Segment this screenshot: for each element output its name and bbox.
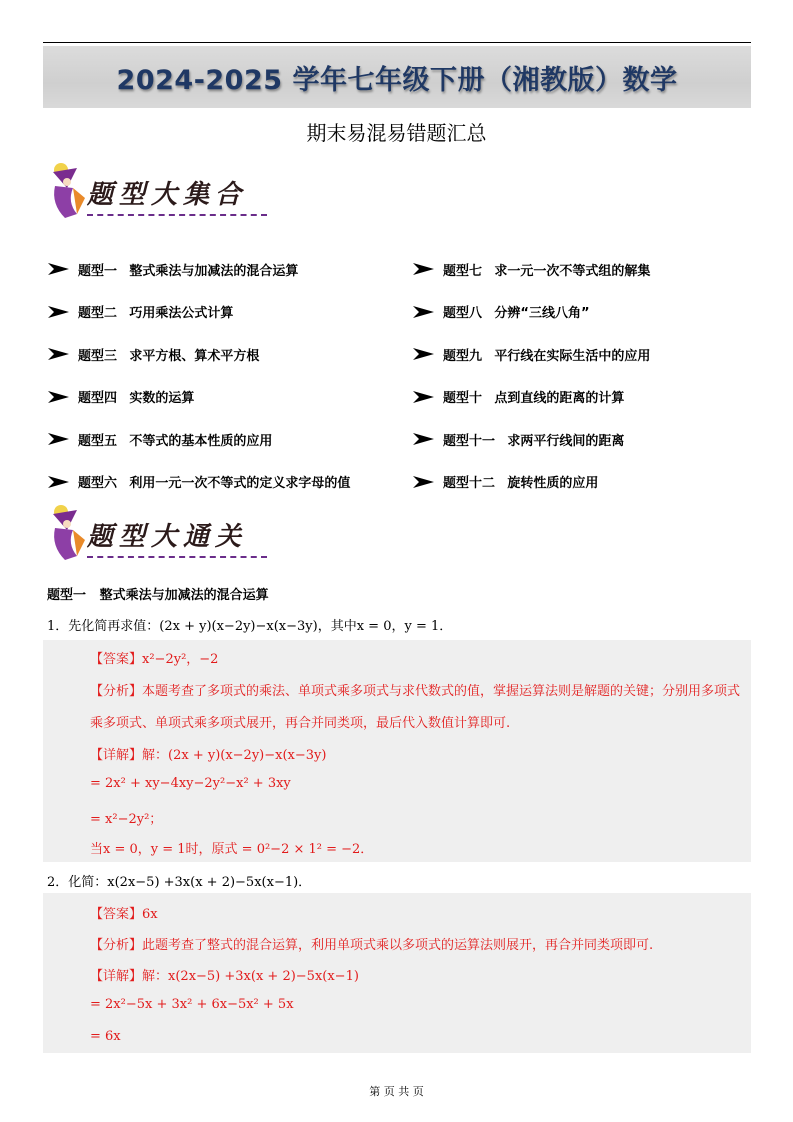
- toc-item-label: 题型二: [78, 306, 118, 322]
- arrow-bullet-icon: [412, 432, 436, 446]
- toc-item-text: 求两平行线间的距离: [507, 433, 625, 449]
- badge-underline: [87, 556, 267, 558]
- badge-underline: [87, 214, 267, 216]
- toc-item-label: 题型十: [443, 391, 483, 407]
- toc-item-label: 题型十一: [443, 433, 496, 449]
- document-title: 2024-2025 学年七年级下册（湘教版）数学: [116, 64, 678, 96]
- analysis-text: 本题考查了多项式的乘法、单项式乘多项式与求代数式的值，掌握运算法则是解题的关键；分别用多项式: [142, 684, 741, 699]
- question-2-solution: [43, 893, 751, 1053]
- toc-item-spacer: [495, 474, 507, 489]
- toc-left-column: [47, 248, 350, 503]
- arrow-bullet-icon: [412, 305, 436, 319]
- badge-collection-text: 题型大集合: [87, 180, 248, 210]
- q2-detail-line-1: [90, 965, 359, 984]
- q1-detail-line-1: [90, 744, 326, 763]
- wizard-icon: [47, 158, 91, 224]
- toc-item: [412, 248, 650, 291]
- arrow-bullet-icon: [47, 475, 71, 489]
- toc-item: [47, 291, 350, 334]
- toc-item-spacer: [482, 347, 494, 362]
- arrow-bullet-icon: [47, 432, 71, 446]
- analysis-tag: 【分析】: [90, 938, 143, 953]
- document-subtitle: 期末易混易错题汇总: [306, 121, 487, 145]
- toc-item: [47, 333, 350, 376]
- toc-item-text: 不等式的基本性质的应用: [129, 433, 273, 449]
- toc-item: [412, 333, 650, 376]
- section-heading: [47, 584, 269, 603]
- arrow-bullet-icon: [47, 347, 71, 361]
- toc-item: [412, 291, 650, 334]
- q1-detail-line-4: 当x = 0，y = 1时，原式 = 0²−2 × 1² = −2．: [90, 842, 374, 857]
- toc-item-text: 整式乘法与加减法的混合运算: [129, 263, 299, 279]
- toc-item-label: 题型八: [443, 306, 483, 322]
- toc-item-text: 求平方根、算术平方根: [129, 348, 260, 364]
- toc-item-label: 题型六: [78, 476, 118, 492]
- section-label: 题型一: [47, 588, 87, 603]
- page-footer: 第 页 共 页: [369, 1085, 424, 1098]
- toc-item-text: 利用一元一次不等式的定义求字母的值: [129, 476, 351, 492]
- top-rule: [43, 42, 751, 43]
- q1-answer: [90, 648, 218, 667]
- answer-text: x²−2y²，−2: [142, 652, 219, 667]
- badge-mastery-text: 题型大通关: [87, 522, 248, 552]
- toc-item-text: 点到直线的距离的计算: [494, 391, 625, 407]
- question-2-stem: 2．化简：x(2x−5) +3x(x + 2)−5x(x−1)．: [47, 875, 312, 890]
- toc-item-text: 旋转性质的应用: [507, 476, 599, 492]
- q2-analysis-line-1: [90, 934, 653, 953]
- toc-item-label: 题型九: [443, 348, 483, 364]
- question-1-stem: 1．先化简再求值：(2x + y)(x−2y)−x(x−3y)，其中x = 0，y = 1．: [47, 619, 453, 634]
- q1-analysis-line-1: [90, 680, 740, 699]
- q1-analysis-line-2: 乘多项式、单项式乘多项式展开，再合并同类项，最后代入数值计算即可.: [90, 716, 511, 731]
- toc-item-label: 题型三: [78, 348, 118, 364]
- arrow-bullet-icon: [412, 347, 436, 361]
- toc-item-label: 题型十二: [443, 476, 496, 492]
- toc-item: [412, 418, 650, 461]
- toc-item-spacer: [482, 304, 494, 319]
- toc-item-label: 题型七: [443, 263, 483, 279]
- section-title: 整式乘法与加减法的混合运算: [99, 588, 269, 603]
- q2-detail-line-3: = 6x: [90, 1029, 121, 1044]
- q1-detail-line-2: = 2x² + xy−4xy−2y²−x² + 3xy: [90, 776, 291, 791]
- toc-item-label: 题型四: [78, 391, 118, 407]
- toc-item-spacer: [117, 389, 129, 404]
- detail-text: 解：x(2x−5) +3x(x + 2)−5x(x−1): [142, 969, 359, 984]
- toc-item: [412, 376, 650, 419]
- toc-item-spacer: [117, 432, 129, 447]
- q1-detail-line-3: = x²−2y²；: [90, 812, 163, 827]
- answer-text: 6x: [142, 907, 158, 922]
- wizard-icon: [47, 500, 91, 566]
- toc-item: [47, 461, 350, 504]
- toc-item-label: 题型一: [78, 263, 118, 279]
- analysis-tag: 【分析】: [90, 684, 143, 699]
- toc-item: [47, 376, 350, 419]
- toc-item-text: 平行线在实际生活中的应用: [494, 348, 651, 364]
- toc-item-text: 分辨“三线八角”: [494, 306, 590, 322]
- q2-detail-line-2: = 2x²−5x + 3x² + 6x−5x² + 5x: [90, 997, 294, 1012]
- toc-item: [412, 461, 650, 504]
- analysis-text: 此题考查了整式的混合运算，利用单项式乘以多项式的运算法则展开，再合并同类项即可.: [142, 938, 654, 953]
- arrow-bullet-icon: [412, 390, 436, 404]
- arrow-bullet-icon: [412, 475, 436, 489]
- question-1-solution: [43, 640, 751, 862]
- toc-item-text: 实数的运算: [129, 391, 195, 407]
- toc-item-text: 巧用乘法公式计算: [129, 306, 234, 322]
- arrow-bullet-icon: [47, 305, 71, 319]
- q2-answer: [90, 903, 158, 922]
- toc-item-spacer: [117, 347, 129, 362]
- toc-item-spacer: [117, 474, 129, 489]
- toc-item-spacer: [117, 262, 129, 277]
- arrow-bullet-icon: [412, 262, 436, 276]
- toc-item: [47, 248, 350, 291]
- detail-text: 解：(2x + y)(x−2y)−x(x−3y): [142, 748, 327, 763]
- toc-item-spacer: [482, 262, 494, 277]
- toc-item-label: 题型五: [78, 433, 118, 449]
- section-badge-mastery: [47, 500, 272, 570]
- answer-tag: 【答案】: [90, 907, 143, 922]
- toc-item-spacer: [482, 389, 494, 404]
- toc-item-spacer: [495, 432, 507, 447]
- section-badge-collection: [47, 158, 272, 228]
- arrow-bullet-icon: [47, 390, 71, 404]
- detail-tag: 【详解】: [90, 969, 143, 984]
- toc-item-text: 求一元一次不等式组的解集: [494, 263, 651, 279]
- detail-tag: 【详解】: [90, 748, 143, 763]
- toc-item: [47, 418, 350, 461]
- toc-item-spacer: [117, 304, 129, 319]
- arrow-bullet-icon: [47, 262, 71, 276]
- toc-right-column: [412, 248, 650, 503]
- title-banner: [43, 46, 751, 108]
- answer-tag: 【答案】: [90, 652, 143, 667]
